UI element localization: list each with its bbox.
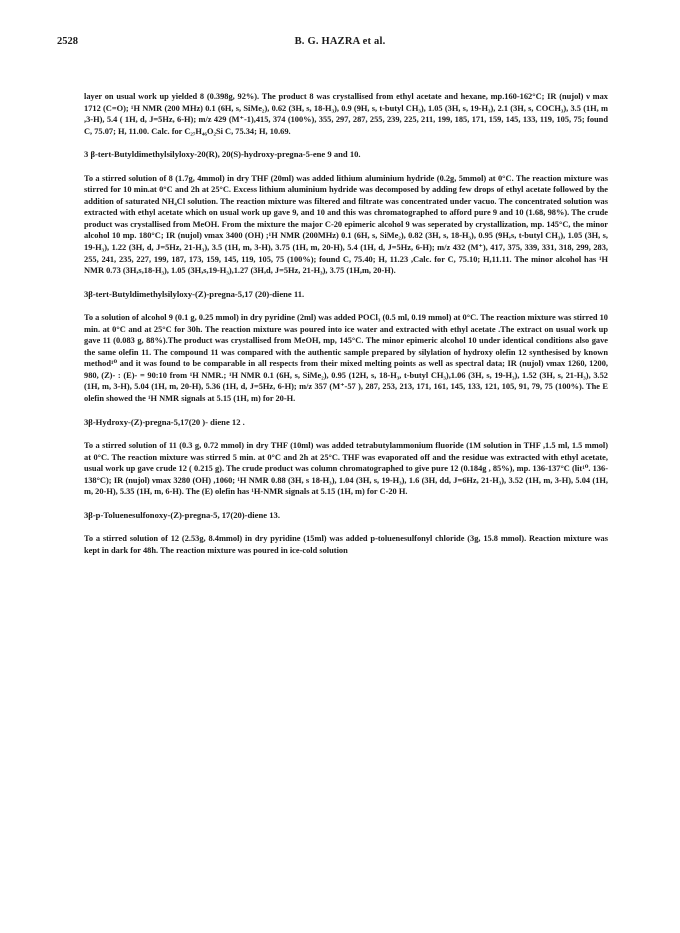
paragraph-compound-13: To a stirred solution of 12 (2.53g, 8.4mmol) in dry pyridine (15ml) was added p-toluenesulfonyl chloride (3g, 15.8 mmol). Reaction mixture was kept in dark for 48h. The reaction mixture was poured in ice-cold solution — [84, 534, 608, 555]
running-title: B. G. HAZRA et al. — [294, 36, 386, 47]
section-heading-compounds-9-10: 3 β-tert-Butyldimethylsilyloxy-20(R), 20(S)-hydroxy-pregna-5-ene 9 and 10. — [84, 149, 361, 160]
paragraph-compound-12: To a stirred solution of 11 (0.3 g, 0.72 mmol) in dry THF (10ml) was added tetrabutylammonium fluoride (1M solution in THF ,1.5 ml, 1.5 mmol) at 0°C. The reaction mixture was stirred 5 min. at 0°C and 2h at 25°C. THF was evaporated off and the residue was extracted with ethyl acetate, usual work up gave crude 12 ( 0.215 g). The crude product was column chromatographed to give pure 12 (0.184g , 85%), mp. 136-137°C (lit¹⁰. 136-138°C); IR (nujol) νmax 3280 (OH) ,1060; ¹H NMR 0.88 (3H, s 18-H₃), 1.04 (3H, s, 19-H₃), 1.6 (3H, dd, J=6Hz, 21-H₃), 3.52 (1H, m, 3-H), 5.04 (1H, m, 20-H), 5.35 (1H, m, 6-H). The (E) olefin has ¹H-NMR signals at 5.15 (1H, m) for C-20 H. — [84, 441, 608, 497]
section-heading-compound-13: 3β-p-Toluenesulfonoxy-(Z)-pregna-5, 17(20)-diene 13. — [84, 509, 280, 520]
paragraph-continuation: layer on usual work up yielded 8 (0.398g, 92%). The product 8 was crystallised from ethyl acetate and hexane, mp.160-162°C; IR (nujol) ν max 1712 (C=O); ¹H NMR (200 MHz) 0.1 (6H, s, SiMe₂), 0.62 (3H, s, 18-H₃), 0.9 (9H, s, t-butyl CH₃), 1.05 (3H, s, 19-H₃), 2.1 (3H, s, COCH₃), 3.5 (1H, m ,3-H), 5.4 ( 1H, d, J=5Hz, 6-H); m/z 429 (M⁺-1),415, 374 (100%), 355, 297, 287, 255, 239, 225, 211, 199, 185, 171, 159, 145, 133, 119, 105, 75; found C, 75.07; H, 11.00. Calc. for C₂₇H₄₆O₂Si C, 75.34; H, 10.69. — [84, 92, 608, 136]
paragraph-compound-11: To a solution of alcohol 9 (0.1 g, 0.25 mmol) in dry pyridine (2ml) was added POCl₃ (0.5 ml, 0.19 mmol) at 0°C. The reaction mixture was stirred 10 min. at 0°C and at 25°C for 30h. The reaction mixture was poured into ice water and extracted with ethyl acetate .The extract on usual work up gave 11 (0.083 g, 88%).The product was crystallised from MeOH, mp, 145°C. The minor epimeric alcohol 10 under identical conditions also gave the same olefin 11. The compound 11 was compared with the authentic sample prepared by silylation of hydroxy olefin 12 synthesised by known method¹⁰ and it was found to be comparable in all respects from their mixed melting points as well as spectral data; IR (nujol) νmax 1260, 1200, 980, (Z)- : (E)- = 90:10 from ¹H NMR.; ¹H NMR 0.1 (6H, s, SiMe₂), 0.95 (12H, s, 18-H₃, t-butyl CH₃),1.06 (3H, s, 19-H₃), 1.52 (3H, s, 21-H₃), 3.52 (1H, m, 3-H), 5.04 (1H, m, 20-H), 5.36 (1H, d, J=5Hz, 6-H); m/z 357 (M⁺-57 ), 287, 253, 213, 171, 161, 145, 133, 121, 105, 91, 79, 75 (100%). The E olefin showed the ¹H NMR signals at 5.15 (1H, m) for 20-H. — [84, 313, 608, 404]
paragraph-compounds-9-10: To a stirred solution of 8 (1.7g, 4mmol) in dry THF (20ml) was added lithium aluminium hydride (0.2g, 5mmol) at 0°C. The reaction mixture was stirred for 10 min.at 0°C and 2h at 25°C. Excess lithium aluminium hydride was decomposed by adding few drops of ethyl acetate followed by the addition of saturated NH₄Cl solution. The reaction mixture was filtered and filtrate was concentrated under vacuo. The concentrated solution was extracted with ethyl acetate which on usual work up gave 9, and 10 and this was chromatographed to afford pure 9 and 10 (1.68, 98%). The crude product was crystallised from MeOH. From the mixture the major C-20 epimeric alcohol 9 was seperated by crystallization, mp. 145°C, the minor alcohol 10 mp. 180°C; IR (nujol) νmax 3400 (OH) ;¹H NMR (200MHz) 0.1 (6H, s, SiMe₂), 0.82 (3H, s, 18-H₃), 0.95 (9H,s, t-butyl CH₃), 1.05 (3H, s, 19-H₃), 1.22 (3H, d, J=5Hz, 21-H₃), 3.5 (1H, m, 3-H), 3.75 (1H, m, 20-H), 5.4 (1H, d, J=5Hz, 6-H); m/z 432 (M⁺), 417, 375, 339, 331, 318, 299, 283, 255, 241, 235, 227, 199, 187, 173, 159, 145, 119, 105, 75 (100%); found C, 75.40; H, 11.23 ,Calc. for C, 75.10; H,11.11. The minor alcohol has ¹H NMR 0.73 (3H,s,18-H₃), 1.05 (3H,s,19-H₃),1.27 (3H,d, J=5Hz, 21-H₃), 3.75 (1H,m, 20-H). — [84, 173, 608, 276]
section-heading-compound-12: 3β-Hydroxy-(Z)-pregna-5,17(20 )- diene 12 . — [84, 416, 245, 427]
page-number: 2528 — [57, 36, 78, 47]
article-body — [84, 91, 608, 557]
section-heading-compound-11: 3β-tert-Butyldimethylsilyloxy-(Z)-pregna-5,17 (20)-diene 11. — [84, 288, 305, 299]
page-header — [57, 36, 623, 52]
